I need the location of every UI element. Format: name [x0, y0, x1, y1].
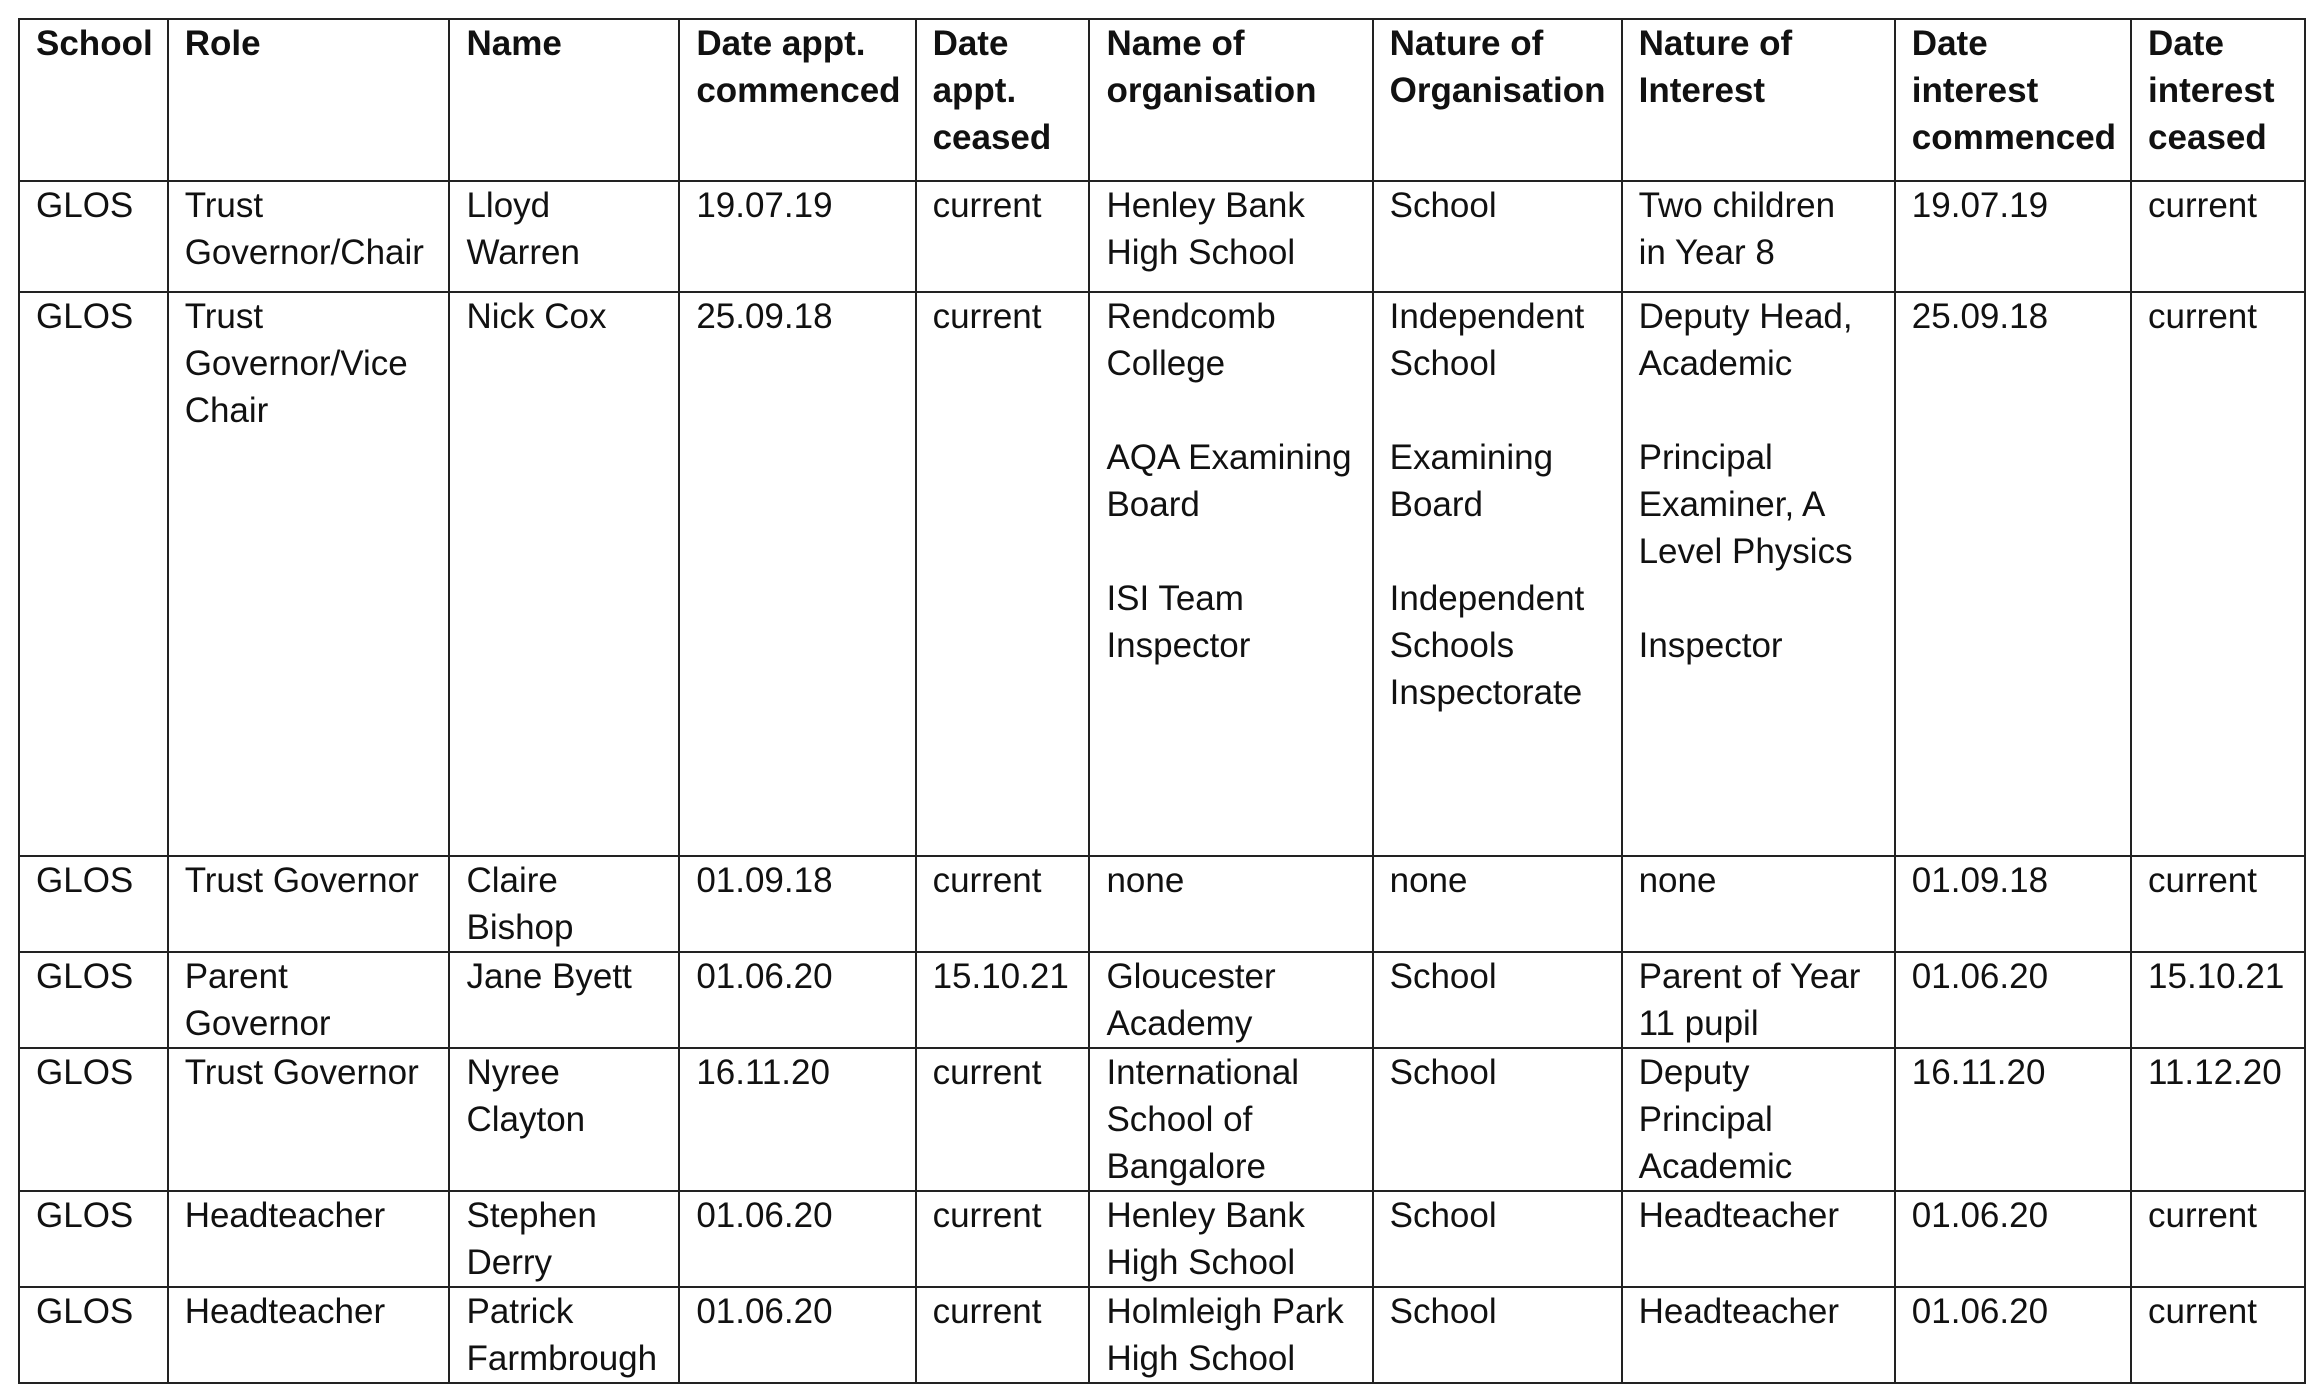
role-cell [168, 1191, 450, 1287]
appt-ceased-line: current [932, 861, 1042, 900]
appt-ceased-line: current [932, 297, 1042, 336]
school-cell [19, 181, 168, 292]
school-cell [19, 856, 168, 952]
column-header-date-interest-ceased [2131, 19, 2305, 181]
interest-commenced-cell [1895, 952, 2131, 1048]
org-nature-cell [1373, 1191, 1622, 1287]
name-line: Patrick [466, 1292, 574, 1331]
name-cell [449, 952, 679, 1048]
column-header-date-appt-commenced [679, 19, 915, 181]
interest-nature-line: Two children [1638, 186, 1836, 225]
org-name-cell [1089, 1048, 1372, 1191]
interest-nature-cell [1622, 292, 1895, 856]
interest-ceased-cell [2131, 292, 2305, 856]
column-header-line: Nature of [1389, 24, 1544, 63]
table-row [19, 292, 2305, 856]
column-header-line: ceased [2148, 118, 2267, 157]
interest-nature-line: Parent of Year [1638, 957, 1861, 996]
appt-commenced-cell [679, 181, 915, 292]
org-nature-line: School [1389, 1196, 1497, 1235]
name-cell [449, 292, 679, 856]
org-name-cell [1089, 1287, 1372, 1383]
name-line: Lloyd [466, 186, 551, 225]
interest-ceased-line: current [2148, 1196, 2257, 1235]
column-header-line: commenced [696, 71, 901, 110]
org-name-line: High School [1106, 233, 1296, 272]
column-header-nature-of-interest [1622, 19, 1895, 181]
interest-nature-line: Headteacher [1638, 1292, 1840, 1331]
org-name-line: ISI Team [1106, 579, 1244, 618]
table-row [19, 1191, 2305, 1287]
interest-nature-line: none [1638, 861, 1717, 900]
org-nature-cell [1373, 952, 1622, 1048]
interest-nature-line: Academic [1638, 344, 1793, 383]
column-header-school [19, 19, 168, 181]
column-header-line: Organisation [1389, 71, 1606, 110]
column-header-line: Role [184, 24, 261, 63]
column-header-line: Interest [1638, 71, 1766, 110]
column-header-line: commenced [1911, 118, 2117, 157]
org-nature-line: Schools [1389, 626, 1515, 665]
interest-nature-cell [1622, 1287, 1895, 1383]
appt-commenced-cell [679, 292, 915, 856]
interest-commenced-line: 01.06.20 [1911, 957, 2049, 996]
org-name-line: High School [1106, 1339, 1296, 1378]
interest-ceased-line: current [2148, 1292, 2257, 1331]
name-cell [449, 1048, 679, 1191]
school-line: GLOS [36, 186, 134, 225]
interest-commenced-line: 16.11.20 [1911, 1053, 2046, 1092]
column-header-role [168, 19, 450, 181]
interest-ceased-cell [2131, 1191, 2305, 1287]
org-name-cell [1089, 292, 1372, 856]
interest-ceased-cell [2131, 856, 2305, 952]
role-line: Headteacher [184, 1196, 386, 1235]
appt-commenced-line: 01.06.20 [696, 1196, 833, 1235]
org-nature-cell [1373, 856, 1622, 952]
appt-ceased-line: current [932, 1196, 1042, 1235]
interest-commenced-cell [1895, 181, 2131, 292]
org-name-line: Rendcomb [1106, 297, 1276, 336]
org-nature-line: Independent [1389, 297, 1585, 336]
org-name-line: International [1106, 1053, 1300, 1092]
table-row [19, 856, 2305, 952]
interest-nature-line: Deputy Head, [1638, 297, 1853, 336]
column-header-line: appt. [932, 71, 1017, 110]
appt-ceased-line: 15.10.21 [932, 957, 1069, 996]
school-line: GLOS [36, 1292, 134, 1331]
name-cell [449, 1287, 679, 1383]
interest-nature-line: Inspector [1638, 626, 1783, 665]
appt-ceased-line: current [932, 1053, 1042, 1092]
school-cell [19, 952, 168, 1048]
role-cell [168, 1048, 450, 1191]
appt-commenced-cell [679, 1048, 915, 1191]
interest-nature-line: Level Physics [1638, 532, 1853, 571]
school-line: GLOS [36, 1053, 134, 1092]
interest-commenced-cell [1895, 1191, 2131, 1287]
column-header-line: Nature of [1638, 24, 1793, 63]
interest-commenced-line: 01.09.18 [1911, 861, 2049, 900]
interest-ceased-cell [2131, 1287, 2305, 1383]
appt-commenced-line: 25.09.18 [696, 297, 833, 336]
column-header-date-appt-ceased [916, 19, 1090, 181]
column-header-date-interest-commenced [1895, 19, 2131, 181]
org-name-line: College [1106, 344, 1226, 383]
name-line: Claire [466, 861, 558, 900]
column-header-line: organisation [1106, 71, 1317, 110]
org-name-line: Henley Bank [1106, 1196, 1305, 1235]
register-of-interests-table [18, 18, 2306, 1384]
org-nature-line: Board [1389, 485, 1484, 524]
org-name-line: High School [1106, 1243, 1296, 1282]
org-name-line: Holmleigh Park [1106, 1292, 1344, 1331]
org-name-line: Board [1106, 485, 1200, 524]
role-line: Headteacher [184, 1292, 386, 1331]
role-line: Chair [184, 391, 269, 430]
column-header-line: Date [1911, 24, 1988, 63]
org-nature-cell [1373, 181, 1622, 292]
interest-nature-cell [1622, 1048, 1895, 1191]
org-name-cell [1089, 952, 1372, 1048]
column-header-nature-of-organisation [1373, 19, 1622, 181]
appt-ceased-cell [916, 952, 1090, 1048]
org-nature-line: Examining [1389, 438, 1554, 477]
appt-ceased-line: current [932, 1292, 1042, 1331]
role-cell [168, 1287, 450, 1383]
interest-commenced-line: 19.07.19 [1911, 186, 2049, 225]
org-nature-line: Inspectorate [1389, 673, 1583, 712]
appt-commenced-line: 16.11.20 [696, 1053, 830, 1092]
interest-ceased-cell [2131, 952, 2305, 1048]
column-header-name-of-organisation [1089, 19, 1372, 181]
appt-ceased-line: current [932, 186, 1042, 225]
column-header-name [449, 19, 679, 181]
interest-commenced-line: 25.09.18 [1911, 297, 2049, 336]
org-nature-line: School [1389, 1292, 1497, 1331]
appt-ceased-cell [916, 1287, 1090, 1383]
appt-ceased-cell [916, 856, 1090, 952]
column-header-line: ceased [932, 118, 1052, 157]
role-cell [168, 952, 450, 1048]
name-line: Jane Byett [466, 957, 632, 996]
appt-commenced-cell [679, 1287, 915, 1383]
column-header-line: interest [2148, 71, 2275, 110]
table-row [19, 1287, 2305, 1383]
role-line: Parent [184, 957, 288, 996]
interest-nature-line: in Year 8 [1638, 233, 1775, 272]
name-cell [449, 181, 679, 292]
interest-nature-line: Principal [1638, 1100, 1773, 1139]
school-cell [19, 1191, 168, 1287]
role-line: Trust [184, 297, 264, 336]
interest-commenced-line: 01.06.20 [1911, 1196, 2049, 1235]
org-nature-cell [1373, 1048, 1622, 1191]
name-line: Nick Cox [466, 297, 607, 336]
appt-commenced-line: 01.06.20 [696, 1292, 833, 1331]
interest-commenced-cell [1895, 856, 2131, 952]
appt-commenced-cell [679, 1191, 915, 1287]
interest-nature-cell [1622, 856, 1895, 952]
school-line: GLOS [36, 297, 134, 336]
column-header-line: School [36, 24, 153, 63]
org-name-line: Bangalore [1106, 1147, 1267, 1186]
name-line: Nyree [466, 1053, 560, 1092]
interest-nature-line: Academic [1638, 1147, 1793, 1186]
role-line: Governor/Chair [184, 233, 424, 272]
org-name-cell [1089, 856, 1372, 952]
org-name-line: School of [1106, 1100, 1253, 1139]
table-row [19, 181, 2305, 292]
school-line: GLOS [36, 957, 134, 996]
name-line: Clayton [466, 1100, 586, 1139]
interest-ceased-line: current [2148, 861, 2257, 900]
org-nature-cell [1373, 1287, 1622, 1383]
table-header [19, 19, 2305, 181]
org-name-line: Gloucester [1106, 957, 1276, 996]
name-line: Stephen [466, 1196, 597, 1235]
org-nature-line: School [1389, 957, 1497, 996]
appt-ceased-cell [916, 181, 1090, 292]
interest-nature-line: 11 pupil [1638, 1004, 1759, 1043]
interest-ceased-line: 15.10.21 [2148, 957, 2285, 996]
interest-nature-cell [1622, 1191, 1895, 1287]
column-header-line: Name [466, 24, 562, 63]
org-nature-line: School [1389, 1053, 1497, 1092]
interest-ceased-cell [2131, 1048, 2305, 1191]
role-line: Trust [184, 186, 264, 225]
interest-nature-line: Deputy [1638, 1053, 1750, 1092]
school-cell [19, 1287, 168, 1383]
interest-nature-line: Principal [1638, 438, 1773, 477]
org-nature-line: none [1389, 861, 1468, 900]
org-name-line: Inspector [1106, 626, 1251, 665]
name-line: Bishop [466, 908, 574, 947]
interest-nature-line: Examiner, A [1638, 485, 1826, 524]
interest-commenced-cell [1895, 292, 2131, 856]
interest-commenced-cell [1895, 1287, 2131, 1383]
org-nature-line: Independent [1389, 579, 1585, 618]
role-line: Trust Governor [184, 1053, 419, 1092]
header-row [19, 19, 2305, 181]
school-line: GLOS [36, 1196, 134, 1235]
org-nature-line: School [1389, 186, 1497, 225]
org-name-cell [1089, 1191, 1372, 1287]
interest-commenced-cell [1895, 1048, 2131, 1191]
table-row [19, 952, 2305, 1048]
name-line: Derry [466, 1243, 553, 1282]
role-line: Trust Governor [184, 861, 419, 900]
role-cell [168, 292, 450, 856]
interest-nature-cell [1622, 952, 1895, 1048]
school-cell [19, 1048, 168, 1191]
table-body [19, 181, 2305, 1383]
appt-commenced-line: 01.09.18 [696, 861, 833, 900]
school-cell [19, 292, 168, 856]
column-header-line: Date [2148, 24, 2224, 63]
org-name-cell [1089, 181, 1372, 292]
org-name-line: Academy [1106, 1004, 1253, 1043]
interest-ceased-line: 11.12.20 [2148, 1053, 2282, 1092]
org-nature-line: School [1389, 344, 1497, 383]
interest-nature-line: Headteacher [1638, 1196, 1840, 1235]
table-row [19, 1048, 2305, 1191]
name-cell [449, 1191, 679, 1287]
name-cell [449, 856, 679, 952]
column-header-line: Date appt. [696, 24, 866, 63]
appt-commenced-cell [679, 952, 915, 1048]
appt-commenced-line: 19.07.19 [696, 186, 833, 225]
org-name-line: Henley Bank [1106, 186, 1305, 225]
role-line: Governor [184, 1004, 331, 1043]
name-line: Farmbrough [466, 1339, 658, 1378]
interest-ceased-line: current [2148, 186, 2257, 225]
interest-nature-cell [1622, 181, 1895, 292]
name-line: Warren [466, 233, 580, 272]
role-line: Governor/Vice [184, 344, 408, 383]
interest-commenced-line: 01.06.20 [1911, 1292, 2049, 1331]
appt-commenced-line: 01.06.20 [696, 957, 833, 996]
org-nature-cell [1373, 292, 1622, 856]
appt-ceased-cell [916, 1048, 1090, 1191]
appt-ceased-cell [916, 1191, 1090, 1287]
interest-ceased-cell [2131, 181, 2305, 292]
appt-ceased-cell [916, 292, 1090, 856]
org-name-line: none [1106, 861, 1185, 900]
school-line: GLOS [36, 861, 134, 900]
column-header-line: Name of [1106, 24, 1245, 63]
column-header-line: Date [932, 24, 1009, 63]
column-header-line: interest [1911, 71, 2039, 110]
role-cell [168, 856, 450, 952]
interest-ceased-line: current [2148, 297, 2257, 336]
role-cell [168, 181, 450, 292]
org-name-line: AQA Examining [1106, 438, 1352, 477]
appt-commenced-cell [679, 856, 915, 952]
